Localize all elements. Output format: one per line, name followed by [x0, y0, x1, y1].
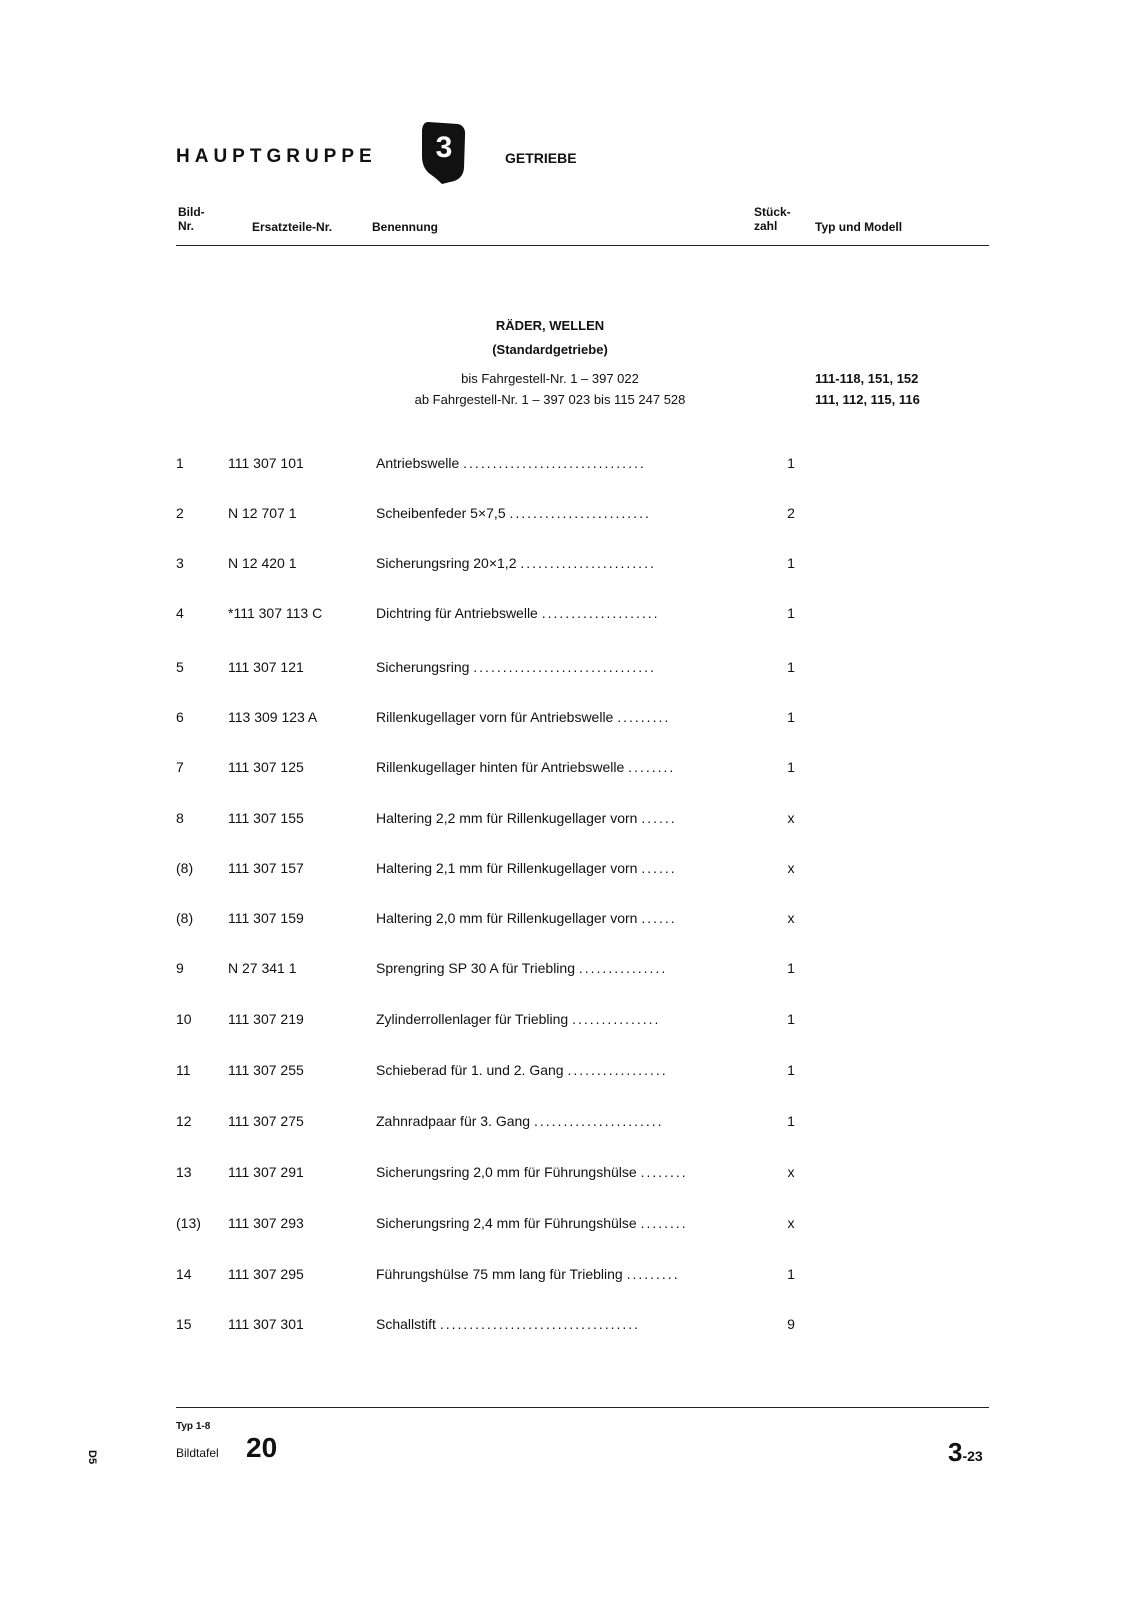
row-name-cell [376, 1215, 936, 1231]
row-quantity: 1 [787, 659, 795, 675]
row-quantity: 1 [787, 1266, 795, 1282]
row-part-number: 113 309 123 A [228, 709, 318, 725]
row-name-cell [376, 860, 936, 876]
model-range-1: 111-118, 151, 152 [815, 371, 919, 386]
row-bild-nr: 7 [176, 759, 184, 775]
row-name: Sicherungsring 20×1,2 [376, 555, 517, 571]
row-quantity: 1 [787, 605, 795, 621]
row-leader-dots: .................................. [439, 1316, 641, 1332]
table-row [176, 1215, 996, 1235]
row-leader-dots: ................. [567, 1062, 668, 1078]
row-part-number: 111 307 101 [228, 455, 304, 471]
row-part-number: 111 307 291 [228, 1164, 304, 1180]
row-name-cell [376, 1316, 936, 1332]
table-row [176, 1316, 996, 1336]
row-part-number: 111 307 157 [228, 860, 304, 876]
row-quantity: x [787, 1164, 795, 1180]
row-name: Schallstift [376, 1316, 436, 1332]
row-bild-nr: 5 [176, 659, 184, 675]
row-quantity: 1 [787, 709, 795, 725]
row-bild-nr: 2 [176, 505, 184, 521]
row-part-number: N 12 420 1 [228, 555, 297, 571]
row-quantity: 1 [787, 455, 795, 471]
row-name-cell [376, 455, 936, 471]
col-qty-line2: zahl [754, 219, 778, 233]
row-part-number: 111 307 301 [228, 1316, 304, 1332]
row-quantity: 1 [787, 555, 795, 571]
row-bild-nr: (8) [176, 910, 194, 926]
row-name: Antriebswelle [376, 455, 460, 471]
row-leader-dots: ............................... [473, 659, 656, 675]
row-name: Sicherungsring 2,0 mm für Führungshülse [376, 1164, 637, 1180]
row-quantity: 1 [787, 1011, 795, 1027]
col-name: Benennung [372, 220, 438, 234]
page-number [948, 1437, 983, 1468]
row-leader-dots: ........ [640, 1215, 688, 1231]
table-row [176, 860, 996, 880]
row-name: Haltering 2,0 mm für Rillenkugellager vorn [376, 910, 638, 926]
row-quantity: 9 [787, 1316, 795, 1332]
row-leader-dots: ............................... [463, 455, 646, 471]
table-row [176, 659, 996, 679]
group-number: 3 [435, 131, 453, 164]
row-part-number: 111 307 275 [228, 1113, 304, 1129]
row-quantity: x [787, 860, 795, 876]
row-name: Zahnradpaar für 3. Gang [376, 1113, 531, 1129]
bildtafel-number: 20 [246, 1432, 278, 1463]
row-name-cell [376, 659, 936, 675]
row-name-cell [376, 759, 936, 775]
row-name: Sprengring SP 30 A für Triebling [376, 960, 575, 976]
row-bild-nr: 3 [176, 555, 184, 571]
row-quantity: x [787, 910, 795, 926]
row-part-number: 111 307 155 [228, 810, 304, 826]
col-bild-nr-line2: Nr. [178, 219, 195, 233]
row-bild-nr: 11 [176, 1062, 191, 1078]
col-part-no: Ersatzteile-Nr. [252, 220, 333, 234]
row-part-number: 111 307 159 [228, 910, 304, 926]
row-leader-dots: ........................ [509, 505, 651, 521]
row-name: Haltering 2,1 mm für Rillenkugellager vorn [376, 860, 638, 876]
row-leader-dots: ....................... [520, 555, 656, 571]
row-name: Rillenkugellager hinten für Antriebswelle [376, 759, 625, 775]
row-leader-dots: ...... [641, 860, 677, 876]
row-bild-nr: 14 [176, 1266, 192, 1282]
row-leader-dots: ........ [640, 1164, 688, 1180]
row-leader-dots: ......... [617, 709, 671, 725]
page-number-main: 3 [948, 1437, 963, 1467]
row-name-cell [376, 555, 936, 571]
row-leader-dots: ......... [626, 1266, 680, 1282]
row-name: Rillenkugellager vorn für Antriebswelle [376, 709, 614, 725]
table-row [176, 810, 996, 830]
row-name: Sicherungsring 2,4 mm für Führungshülse [376, 1215, 637, 1231]
row-part-number: N 12 707 1 [228, 505, 297, 521]
bildtafel-label: Bildtafel [176, 1446, 219, 1460]
col-qty [754, 205, 791, 233]
row-quantity: x [787, 1215, 795, 1231]
row-quantity: x [787, 810, 795, 826]
page-number-sub: -23 [962, 1448, 983, 1464]
row-quantity: 2 [787, 505, 795, 521]
table-row [176, 1011, 996, 1031]
group-label: HAUPTGRUPPE [176, 146, 377, 167]
group-name: GETRIEBE [505, 150, 577, 166]
row-name: Schieberad für 1. und 2. Gang [376, 1062, 564, 1078]
row-part-number: 111 307 121 [228, 659, 304, 675]
table-row [176, 709, 996, 729]
table-row [176, 455, 996, 475]
row-name-cell [376, 505, 936, 521]
row-bild-nr: 8 [176, 810, 184, 826]
row-leader-dots: ........ [628, 759, 676, 775]
row-bild-nr: 1 [176, 455, 184, 471]
row-leader-dots: ............... [578, 960, 668, 976]
chassis-range-2: ab Fahrgestell-Nr. 1 – 397 023 bis 115 247 528 [414, 392, 686, 407]
section-subtitle: (Standardgetriebe) [492, 342, 608, 357]
row-bild-nr: 6 [176, 709, 184, 725]
row-leader-dots: .................... [541, 605, 660, 621]
row-part-number: 111 307 125 [228, 759, 304, 775]
col-bild-nr-line1: Bild- [178, 205, 205, 219]
table-row [176, 605, 996, 625]
row-quantity: 1 [787, 759, 795, 775]
col-bild-nr [178, 205, 205, 233]
row-bild-nr: (8) [176, 860, 194, 876]
row-part-number: 111 307 219 [228, 1011, 304, 1027]
table-row [176, 910, 996, 930]
row-name: Zylinderrollenlager für Triebling [376, 1011, 569, 1027]
row-name-cell [376, 605, 936, 621]
row-bild-nr: 13 [176, 1164, 192, 1180]
row-leader-dots: ............... [572, 1011, 661, 1027]
row-name-cell [376, 1011, 936, 1027]
row-name: Dichtring für Antriebswelle [376, 605, 538, 621]
table-row [176, 505, 996, 525]
col-qty-line1: Stück- [754, 205, 791, 219]
row-name-cell [376, 1266, 936, 1282]
row-bild-nr: 12 [176, 1113, 192, 1129]
row-part-number: 111 307 295 [228, 1266, 304, 1282]
row-name: Sicherungsring [376, 659, 470, 675]
row-part-number: N 27 341 1 [228, 960, 297, 976]
row-bild-nr: 10 [176, 1011, 192, 1027]
chassis-range-1: bis Fahrgestell-Nr. 1 – 397 022 [461, 371, 639, 386]
row-name: Scheibenfeder 5×7,5 [376, 505, 506, 521]
row-bild-nr: 4 [176, 605, 184, 621]
table-row [176, 759, 996, 779]
row-leader-dots: ...................... [534, 1113, 664, 1129]
row-name: Haltering 2,2 mm für Rillenkugellager vorn [376, 810, 638, 826]
model-range-2: 111, 112, 115, 116 [815, 392, 920, 407]
table-row [176, 1062, 996, 1082]
header-rule [176, 245, 989, 246]
col-model: Typ und Modell [815, 220, 903, 234]
row-name-cell [376, 910, 936, 926]
row-quantity: 1 [787, 1062, 795, 1078]
row-quantity: 1 [787, 960, 795, 976]
row-name-cell [376, 960, 936, 976]
row-name: Führungshülse 75 mm lang für Triebling [376, 1266, 623, 1282]
row-quantity: 1 [787, 1113, 795, 1129]
row-part-number: *111 307 113 C [228, 605, 323, 621]
row-leader-dots: ...... [641, 910, 677, 926]
side-code: D5 [86, 1450, 98, 1465]
row-bild-nr: 15 [176, 1316, 192, 1332]
row-name-cell [376, 810, 936, 826]
table-row [176, 1266, 996, 1286]
row-bild-nr: 9 [176, 960, 184, 976]
row-bild-nr: (13) [176, 1215, 201, 1231]
table-row [176, 960, 996, 980]
table-row [176, 555, 996, 575]
row-name-cell [376, 1113, 936, 1129]
row-part-number: 111 307 293 [228, 1215, 304, 1231]
row-part-number: 111 307 255 [228, 1062, 304, 1078]
footer-rule [176, 1407, 989, 1408]
row-name-cell [376, 1062, 936, 1078]
row-name-cell [376, 1164, 936, 1180]
row-leader-dots: ...... [641, 810, 677, 826]
table-row [176, 1113, 996, 1133]
table-row [176, 1164, 996, 1184]
row-name-cell [376, 709, 936, 725]
section-title: RÄDER, WELLEN [495, 318, 605, 333]
type-label: Typ 1-8 [176, 1421, 211, 1432]
